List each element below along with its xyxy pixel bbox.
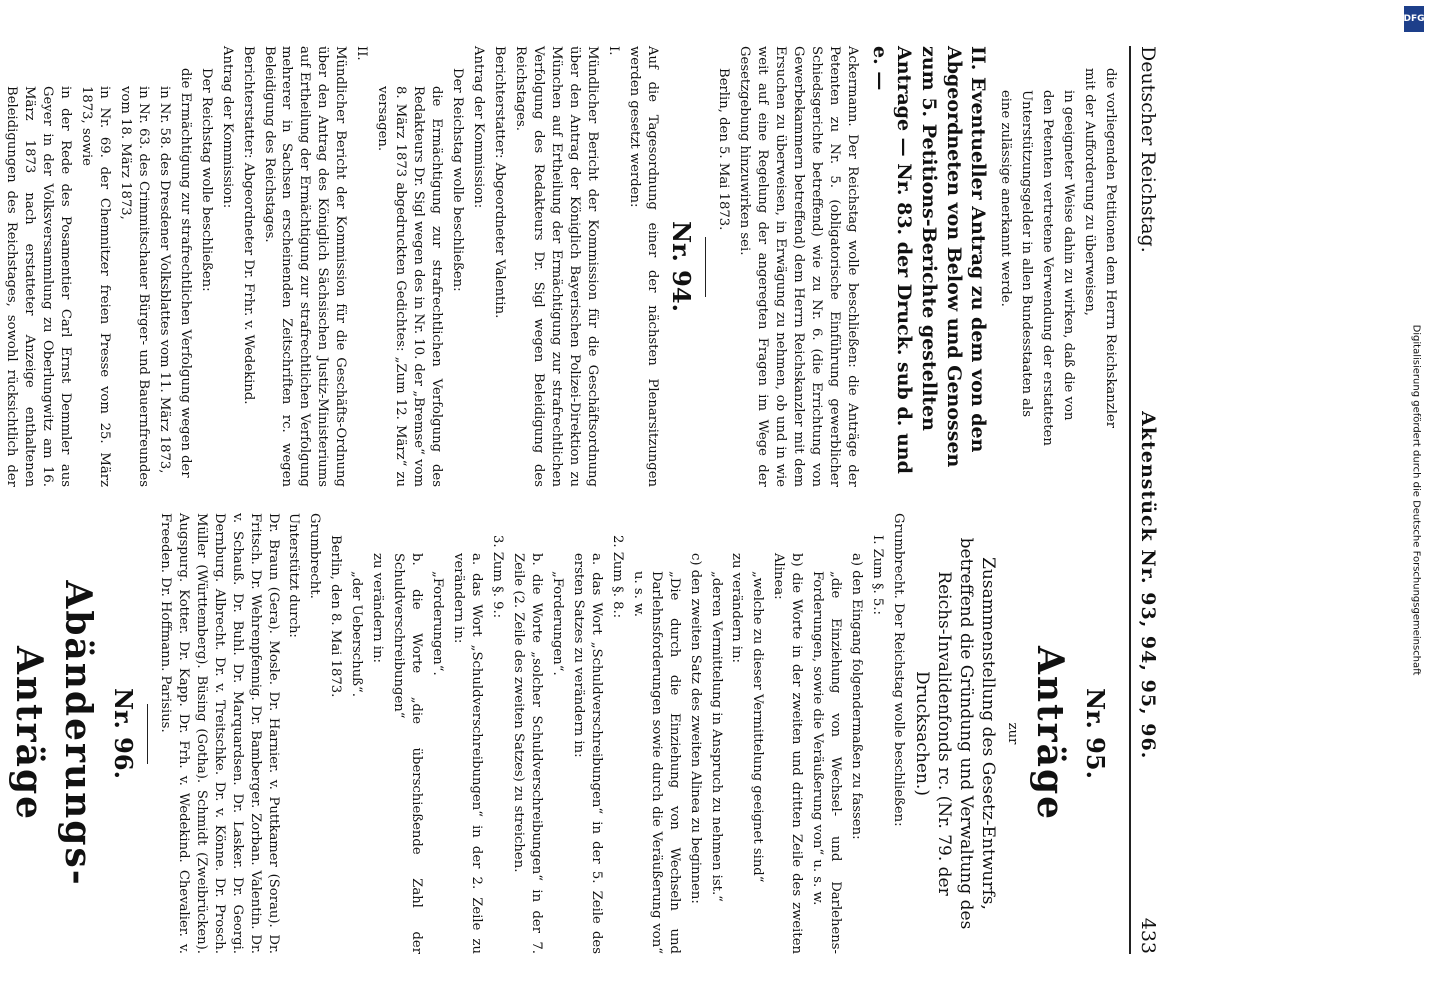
text-2c: in Nr. 63. des Crimmitschauer Bürger- und Bauernfreundes vom 18. März 1873, [117,86,151,487]
date-3: Berlin, den 8. Mai 1873. [328,535,344,698]
bericht-1: Mündlicher Bericht der Kommission für die Geschäftsordnung über den Antrag der Königlich Bayerischen Polizei-Direktion zu München auf Ertheilung der Ermächtigung zur strafrechtlichen Verfolgung des Redakteurs Dr. Sigl wegen Beleidigung des Reichstages. [512,46,600,487]
item: „deren Vermittelung in Anspruch zu nehmen ist.“ [708,571,724,902]
intro-line: Unterstützungsgelder in allen Bundesstaaten als [1019,90,1035,418]
grumbrecht-motion: Grumbrecht. Der Reichstag wolle beschließen: [891,513,907,827]
roman-ii: II. [354,46,370,61]
section-divider [147,704,148,764]
digitization-sidebar [1403,0,1429,1000]
item: b. die Worte „solcher Schuldverschreibungen“ in der 7. Zeile (2. Zeile des zweiten Satzes) zu streichen. [510,553,544,954]
item: „Forderungen“. [549,571,565,676]
text-2b: in Nr. 58. des Dresdener Volksblattes vom 11. März 1873, [156,86,172,474]
item: a. das Wort „Schuldverschreibungen“ in der 5. Zeile des ersten Satzes zu verändern in: [570,553,604,954]
heading-nr-94: Nr. 94. [667,221,697,312]
document-page [0,10,1181,990]
item: zu verändern in: [370,553,386,663]
roman-i: I. [605,46,621,56]
item: „der Ueberschuß“. [349,571,365,697]
right-column [0,513,1119,954]
item: c) den zweiten Satz des zweiten Alinea zu beginnen: [687,553,703,904]
heading-abaenderung: Abänderungs-Anträge [8,580,100,887]
intro-line: eine zulässige anerkannt werde. [998,90,1014,307]
intro-line: in geeigneter Weise dahin zu wirken, daß die von [1061,90,1077,421]
item: „die Einziehung von Wechsel- und Darlehens-Forderungen, sowie die Veräußerung von“ u. s. w. [810,571,844,954]
antrag-2: Antrag der Kommission: [219,46,235,209]
item: „Die durch die Einziehung von Wechseln und Darlehnsforderungen sowie durch die Veräußerung von“ u. s. w. [630,571,682,954]
title-invalidenfonds: Zusammenstellung des Gesetz-Entwurfs, betreffend die Gründung und Verwaltung des Reichs-Invalidenfonds rc. (Nr. 79. der Drucksachen.) [912,537,999,930]
header-center: Aktenstück Nr. 93, 94, 95, 96. [1137,411,1159,760]
item: a) den Eingang folgendermaßen zu fassen: [849,553,865,840]
section-divider [705,237,706,297]
left-column [0,46,1119,487]
item: „welche zu dieser Vermittelung geeignet sind“ [750,571,766,883]
item: I. Zum §. 5.: [870,535,886,615]
label-zur: zur [1005,722,1021,745]
heading-eventueller-antrag: II. Eventueller Antrag zu dem von den Abgeordneten von Below und Genossen zum 5. Petitions-Berichte gestellten Antrage — Nr. 83. der Druck. sub d. und e. — [868,46,990,474]
two-column-body [0,46,1119,954]
reichstag-1: Der Reichstag wolle beschließen: [450,68,466,292]
intro-line: mit der Aufforderung zu überweisen, [1082,68,1098,316]
item: 2. Zum §. 8.: [609,535,625,619]
item: 3. Zum §. 9.: [490,535,506,619]
item: zu verändern in: [729,553,745,663]
reichstag-2: Der Reichstag wolle beschließen: [198,68,214,292]
item: b. die Worte „die überschießende Zahl der Schuldverschreibungen“ [391,553,425,954]
antrag-1: Antrag der Kommission: [471,46,487,209]
date-1: Berlin, den 5. Mai 1873. [716,68,732,231]
heading-nr-96: Nr. 96. [108,688,138,779]
grumbrecht-signature: Grumbrecht. [307,513,323,599]
intro-line: den Petenten vertretene Verwendung der erstatteten [1040,90,1056,446]
dfg-credit-text: Digitalisierung gefördert durch die Deutsche Forschungsgemeinschaft [1410,324,1422,676]
nr94-intro: Auf die Tagesordnung einer der nächsten Plenarsitzungen werden gesetzt werden: [626,46,660,487]
heading-nr-95: Nr. 95. [1081,688,1110,779]
header-left: Deutscher Reichstag. [1137,46,1159,253]
item: „Forderungen“. [430,571,446,676]
berichterstatter-1: Berichterstatter: Abgeordneter Valentin. [491,46,507,319]
petition-intro [996,46,1119,487]
item: b) die Worte in der zweiten und dritten Zeile des zweiten Alinea: [771,553,805,954]
bericht-2: Mündlicher Bericht der Kommission für die Geschäfts-Ordnung über den Antrag des Königlich Sächsischen Justiz-Ministeriums auf Ertheilung der Ermächtigung zur strafrechtlichen Verfolgung mehrerer in Sachsen erscheinenden Zeitschriften rc. wegen Beleidigung des Reichstages. [261,46,349,487]
text-2e: in der Rede des Posamentier Carl Ernst Demmler aus Geyer in der Volksversammlung zu Oberlungwitz am 16. März 1873 nach erstatteter Anzeige enthaltenen Beleidigungen des Reichstages, sowohl rücksichtlich der [4,86,73,487]
supporters-list: Dr. Braun (Gera). Mosle. Dr. Harnier. v. Puttkamer (Sorau). Dr. Fritsch. Dr. Wehrenpfennig. Dr. Bamberger. Zorban. Valentin. Dr. v. Schauß. Dr. Buhl. Dr. Marquardsen. Dr. Lasker. Dr. Georgi. Dernburg. Albrecht. Dr. v. Treitschke. Dr. v. Könne. Dr. Prosch. Müller (Württemberg). Büsing (Gotha). Schmidt (Zweibrücken). Augspurg. Kotter. Dr. Kapp. Dr. Frh. v. Wedekind. Chevalier. v. Freeden. Dr. Hoffmann. Parisius. [157,513,281,954]
item: a. das Wort „Schuldverschreibungen“ in der 2. Zeile zu verändern in: [451,553,485,954]
heading-antraege: Anträge [1029,645,1072,822]
supported-by: Unterstützt durch: [286,513,302,638]
text-2a: die Ermächtigung zur strafrechtlichen Verfolgung wegen der [177,68,193,478]
dfg-logo: DFG [1404,6,1424,32]
ackermann-motion: Ackermann. Der Reichstag wolle beschließen: die Anträge der Petenten zu Nr. 5. (obligatorische Einführung gewerblicher Schiedsgerichte betreffend) wie zu Nr. 6. (die Errichtung von Gewerbekammern betreffend) dem Herrn Reichskanzler mit dem Ersuchen zu überweisen, in Erwägung zu nehmen, ob und in wie weit auf eine Regelung der angeregten Fragen im Wege der Gesetzgebung hinzuwirken sei. [737,46,860,487]
text-2d: in Nr. 69. der Chemnitzer freien Presse vom 25. März 1873, sowie [78,86,112,487]
text-1: die Ermächtigung zur strafrechtlichen Verfolgung des Redakteurs Dr. Sigl wegen des in Nr. 10. der „Bremse“ vom 8. März 1873 abgedruckten Gedichtes: „Zum 12. März“ zu versagen. [375,86,445,487]
intro-line: die vorliegenden Petitionen dem Herrn Reichskanzler [1103,68,1118,429]
page-header [1129,46,1159,954]
page-number: 433 [1137,917,1159,954]
berichterstatter-2: Berichterstatter: Abgeordneter Dr. Frhr. v. Wedekind. [240,46,256,405]
